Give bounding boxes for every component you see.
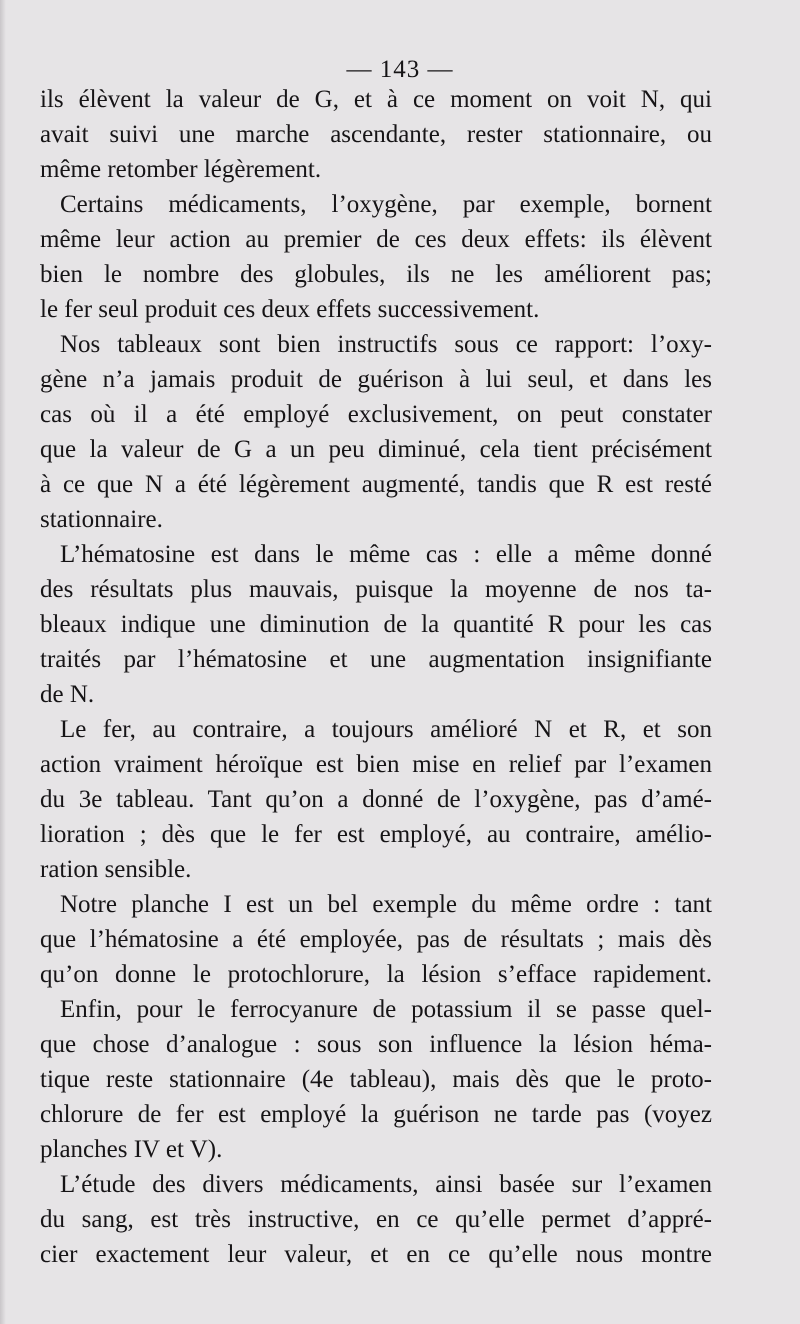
text-line: L’hématosine est dans le même cas : elle a même donné bbox=[60, 541, 712, 568]
text-line: des résultats plus mauvais, puisque la moyenne de nos ta- bbox=[40, 576, 712, 603]
text-line: stationnaire. bbox=[40, 506, 163, 533]
text-line: ration sensible. bbox=[40, 856, 192, 883]
page-edge-shadow bbox=[0, 0, 6, 1324]
text-line: chlorure de fer est employé la guérison ne tarde pas (voyez bbox=[40, 1101, 712, 1128]
text-line: le fer seul produit ces deux effets successivement. bbox=[40, 296, 540, 323]
text-line: que la valeur de G a un peu diminué, cela tient précisément bbox=[40, 436, 712, 463]
text-line: avait suivi une marche ascendante, rester stationnaire, ou bbox=[40, 121, 712, 148]
body-text bbox=[40, 82, 712, 1272]
text-line: bien le nombre des globules, ils ne les améliorent pas; bbox=[40, 261, 712, 288]
text-line: Notre planche I est un bel exemple du même ordre : tant bbox=[60, 891, 712, 918]
text-line: cier exactement leur valeur, et en ce qu’elle nous montre bbox=[40, 1241, 712, 1268]
text-line: même leur action au premier de ces deux effets: ils élèvent bbox=[40, 226, 712, 253]
text-line: L’étude des divers médicaments, ainsi basée sur l’examen bbox=[60, 1171, 712, 1198]
text-line: bleaux indique une diminution de la quantité R pour les cas bbox=[40, 611, 712, 638]
text-line: Nos tableaux sont bien instructifs sous ce rapport: l’oxy- bbox=[60, 331, 712, 358]
page-number: — 143 — bbox=[346, 56, 454, 83]
text-line: gène n’a jamais produit de guérison à lui seul, et dans les bbox=[40, 366, 712, 393]
text-line: ils élèvent la valeur de G, et à ce moment on voit N, qui bbox=[40, 86, 712, 113]
text-line: même retomber légèrement. bbox=[40, 156, 322, 183]
text-line: de N. bbox=[40, 681, 95, 708]
text-line: qu’on donne le protochlorure, la lésion s’efface rapidement. bbox=[40, 961, 712, 988]
text-line: traités par l’hématosine et une augmentation insignifiante bbox=[40, 646, 712, 673]
text-line: planches IV et V). bbox=[40, 1136, 223, 1163]
text-line: du 3e tableau. Tant qu’on a donné de l’oxygène, pas d’amé- bbox=[40, 786, 712, 813]
text-line: que l’hématosine a été employée, pas de résultats ; mais dès bbox=[40, 926, 712, 953]
text-line: tique reste stationnaire (4e tableau), mais dès que le proto- bbox=[40, 1066, 712, 1093]
text-line: Enfin, pour le ferrocyanure de potassium il se passe quel- bbox=[60, 996, 712, 1023]
text-line: cas où il a été employé exclusivement, on peut constater bbox=[40, 401, 712, 428]
text-line: Le fer, au contraire, a toujours amélioré N et R, et son bbox=[60, 716, 712, 743]
text-line: que chose d’analogue : sous son influence la lésion héma- bbox=[40, 1031, 712, 1058]
text-line: Certains médicaments, l’oxygène, par exemple, bornent bbox=[60, 191, 712, 218]
text-line: à ce que N a été légèrement augmenté, tandis que R est resté bbox=[40, 471, 712, 498]
text-line: du sang, est très instructive, en ce qu’elle permet d’appré- bbox=[40, 1206, 712, 1233]
text-line: action vraiment héroïque est bien mise en relief par l’examen bbox=[40, 751, 712, 778]
text-line: lioration ; dès que le fer est employé, au contraire, amélio- bbox=[40, 821, 712, 848]
